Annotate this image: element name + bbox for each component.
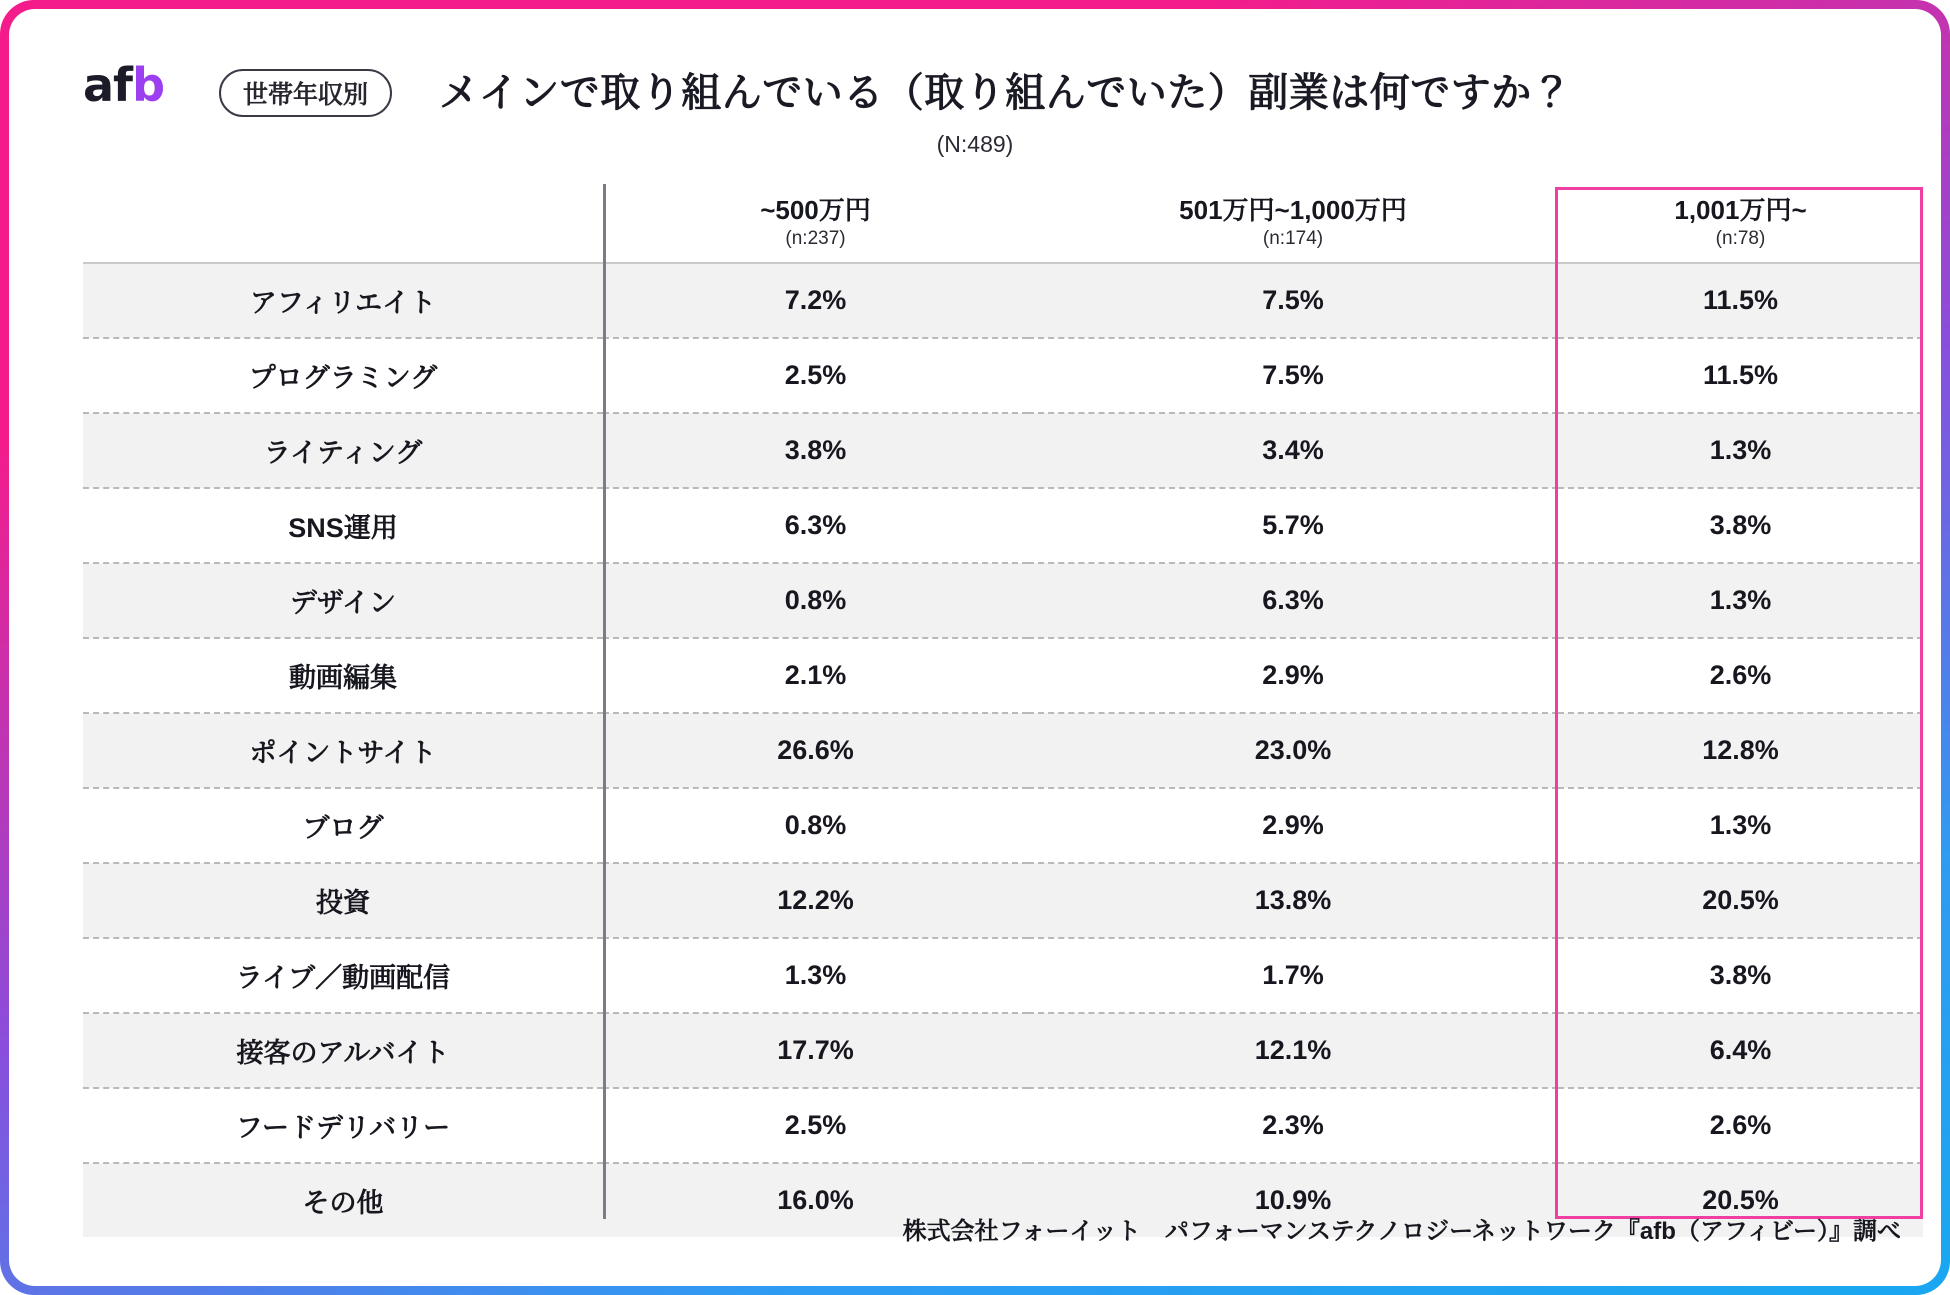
cell-value-highlighted: 20.5% (1558, 863, 1923, 938)
column-header-category (83, 184, 603, 263)
table-body (83, 263, 1923, 1237)
cell-value: 3.4% (1028, 413, 1558, 488)
table-header-row (83, 184, 1923, 263)
row-label: 動画編集 (83, 638, 603, 713)
cell-value: 2.5% (603, 1088, 1028, 1163)
table-row (83, 713, 1923, 788)
table-row (83, 638, 1923, 713)
cell-value: 3.8% (1558, 488, 1923, 563)
status-badge (219, 69, 392, 117)
sample-size-label: (N:489) (936, 131, 1014, 157)
cell-value: 1.3% (1558, 413, 1923, 488)
afb-logo (83, 58, 203, 112)
cell-value: 2.6% (1558, 638, 1923, 713)
cell-value: 6.4% (1558, 1013, 1923, 1088)
row-label: ライティング (83, 413, 603, 488)
table-row (83, 563, 1923, 638)
logo-text-af: af (83, 58, 133, 112)
page-title: メインで取り組んでいる（取り組んでいた）副業は何ですか？ (439, 71, 1573, 115)
infographic-sheet (9, 9, 1941, 1286)
source-credit: 株式会社フォーイット パフォーマンステクノロジーネットワーク『afb（アフィビー）』調べ (902, 1218, 1901, 1245)
row-label: ポイントサイト (83, 713, 603, 788)
cell-value: 23.0% (1028, 713, 1558, 788)
table-row (83, 1013, 1923, 1088)
cell-value: 12.8% (1558, 713, 1923, 788)
cell-value: 2.5% (603, 338, 1028, 413)
cell-value: 10.9% (1028, 1163, 1558, 1237)
cell-value: 1.3% (603, 938, 1028, 1013)
cell-value: 17.7% (603, 1013, 1028, 1088)
row-label: 投資 (83, 863, 603, 938)
row-label: フードデリバリー (83, 1088, 603, 1163)
table-row (83, 413, 1923, 488)
cell-value: 6.3% (603, 488, 1028, 563)
cell-value: 0.8% (603, 563, 1028, 638)
cell-value: 6.3% (1028, 563, 1558, 638)
cell-value: 26.6% (603, 713, 1028, 788)
cell-value-highlighted: 11.5% (1558, 263, 1923, 338)
results-table (83, 184, 1923, 1237)
cell-value: 3.8% (603, 413, 1028, 488)
cell-value: 12.2% (603, 863, 1028, 938)
column-header-income-high: 1,001万円~ (n:78) (1674, 195, 1807, 249)
cell-value-highlighted: 11.5% (1558, 338, 1923, 413)
cell-value: 1.3% (1558, 788, 1923, 863)
cell-value: 12.1% (1028, 1013, 1558, 1088)
label-column-divider (603, 184, 606, 1219)
cell-value: 16.0% (603, 1163, 1028, 1237)
row-label: プログラミング (83, 338, 603, 413)
badge-label: 世帯年収別 (243, 81, 369, 109)
row-label: 接客のアルバイト (83, 1013, 603, 1088)
cell-value: 2.9% (1028, 638, 1558, 713)
cell-value: 2.6% (1558, 1088, 1923, 1163)
table-row (83, 488, 1923, 563)
row-label: ブログ (83, 788, 603, 863)
cell-value: 0.8% (603, 788, 1028, 863)
row-label: デザイン (83, 563, 603, 638)
table-row (83, 863, 1923, 938)
cell-value: 7.5% (1028, 263, 1558, 338)
cell-value: 1.7% (1028, 938, 1558, 1013)
cell-value: 2.9% (1028, 788, 1558, 863)
cell-value: 2.3% (1028, 1088, 1558, 1163)
cell-value: 7.2% (603, 263, 1028, 338)
header (9, 9, 1941, 159)
results-table-wrapper (83, 184, 1923, 1237)
cell-value: 13.8% (1028, 863, 1558, 938)
column-header-income-low: ~500万円 (n:237) (760, 195, 871, 249)
cell-value-highlighted: 3.8% (1558, 938, 1923, 1013)
table-row (83, 938, 1923, 1013)
row-label: SNS運用 (83, 488, 603, 563)
table-row (83, 263, 1923, 338)
cell-value: 5.7% (1028, 488, 1558, 563)
row-label: その他 (83, 1163, 603, 1237)
cell-value: 20.5% (1558, 1163, 1923, 1237)
table-row (83, 788, 1923, 863)
logo-text-b: b (132, 58, 164, 112)
cell-value: 1.3% (1558, 563, 1923, 638)
table-row (83, 1088, 1923, 1163)
column-header-income-mid: 501万円~1,000万円 (n:174) (1179, 195, 1407, 249)
cell-value: 2.1% (603, 638, 1028, 713)
table-row (83, 338, 1923, 413)
row-label: アフィリエイト (83, 263, 603, 338)
row-label: ライブ／動画配信 (83, 938, 603, 1013)
cell-value: 7.5% (1028, 338, 1558, 413)
